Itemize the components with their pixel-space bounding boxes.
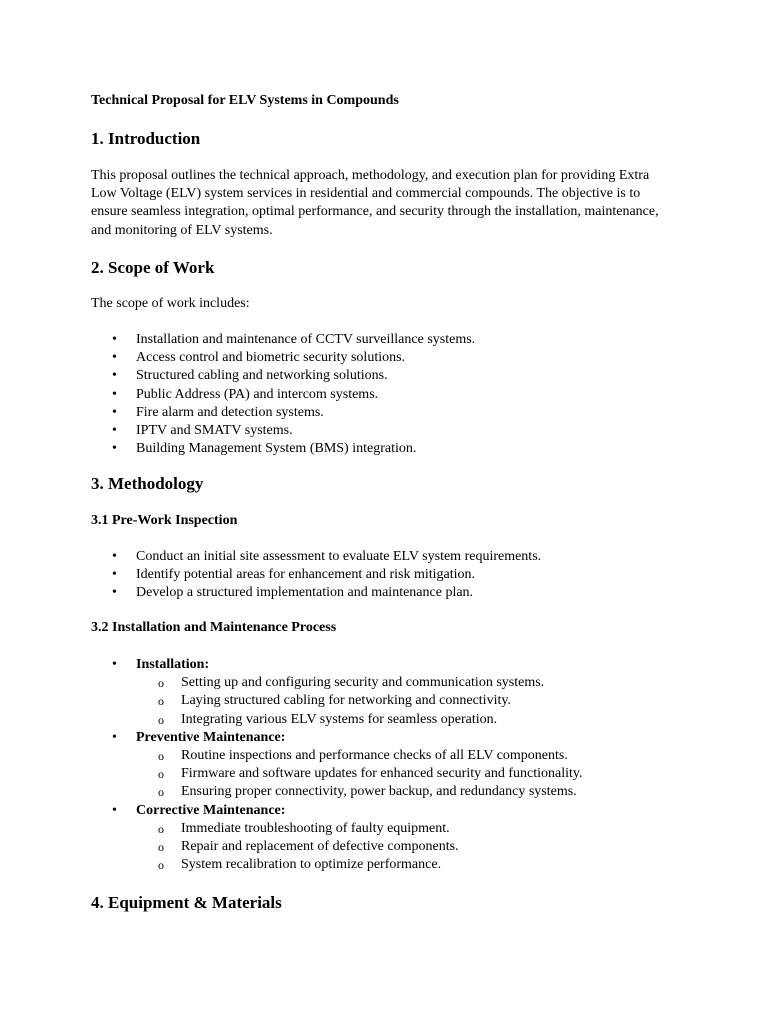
process-group-label: Corrective Maintenance:	[136, 802, 286, 818]
process-list	[91, 656, 582, 874]
section-heading-equipment: 4. Equipment & Materials	[91, 893, 282, 912]
sub-bullet-icon: o	[158, 785, 164, 800]
sub-list-item	[136, 838, 582, 856]
sub-bullet-icon: o	[158, 712, 164, 727]
section-heading-methodology: 3. Methodology	[91, 474, 204, 493]
list-item	[91, 367, 475, 385]
process-group-preventive	[91, 729, 582, 802]
sub-list-item-text: Laying structured cabling for networking and connectivity.	[181, 693, 511, 709]
list-item-text: Conduct an initial site assessment to evaluate ELV system requirements.	[136, 549, 542, 564]
list-item-text: Installation and maintenance of CCTV surveillance systems.	[136, 332, 476, 347]
list-item	[91, 386, 475, 404]
list-item-text: Fire alarm and detection systems.	[136, 404, 324, 420]
scope-lead-text: The scope of work includes:	[91, 296, 250, 311]
sub-list-item	[136, 856, 582, 874]
bullet-icon: •	[112, 404, 117, 420]
sub-list-item	[136, 765, 582, 783]
scope-list	[91, 331, 475, 458]
bullet-icon: •	[112, 729, 117, 745]
list-item-text: IPTV and SMATV systems.	[136, 423, 293, 439]
bullet-icon: •	[112, 549, 117, 564]
sub-list-item	[136, 674, 582, 692]
sub-list-item-text: Setting up and configuring security and communication systems.	[181, 675, 545, 691]
bullet-icon: •	[112, 585, 117, 601]
process-group-label: Installation:	[136, 657, 210, 672]
subsection-heading-pre-work: 3.1 Pre-Work Inspection	[91, 513, 238, 528]
sub-list-item-text: Repair and replacement of defective components.	[181, 839, 459, 855]
list-item	[91, 566, 541, 584]
sub-bullet-icon: o	[158, 694, 164, 709]
bullet-icon: •	[112, 386, 117, 402]
sub-bullet-icon: o	[158, 676, 164, 691]
list-item	[91, 331, 475, 349]
bullet-icon: •	[112, 567, 117, 583]
bullet-icon: •	[112, 802, 117, 818]
sub-list-item-text: Immediate troubleshooting of faulty equipment.	[181, 820, 450, 836]
process-group-label: Preventive Maintenance:	[136, 729, 286, 745]
sub-list-item-text: Integrating various ELV systems for seamless operation.	[181, 711, 498, 727]
list-item-text: Building Management System (BMS) integration.	[136, 441, 417, 457]
introduction-paragraph: This proposal outlines the technical approach, methodology, and execution plan for providing Extra Low Voltage (ELV) system services in residential and commercial compounds. The objective is to ensure seamless integration, optimal performance, and security through the installation, maintenance, and monitoring of ELV systems.	[91, 168, 659, 238]
sub-bullet-icon: o	[158, 840, 164, 855]
list-item	[91, 349, 475, 367]
process-group-corrective	[91, 802, 582, 875]
list-item	[91, 404, 475, 422]
sub-list-item-text: Firmware and software updates for enhanced security and functionality.	[181, 766, 583, 782]
list-item-text: Identify potential areas for enhancement and risk mitigation.	[136, 567, 475, 583]
sub-list	[136, 674, 582, 729]
list-item	[91, 584, 541, 602]
pre-work-list	[91, 548, 541, 603]
document-title: Technical Proposal for ELV Systems in Compounds	[91, 93, 399, 108]
sub-list	[136, 747, 582, 802]
sub-bullet-icon: o	[158, 858, 164, 873]
list-item	[91, 548, 541, 566]
bullet-icon: •	[112, 332, 117, 347]
sub-list-item	[136, 820, 582, 838]
sub-list-item-text: System recalibration to optimize performance.	[181, 857, 442, 873]
sub-list-item	[136, 747, 582, 765]
sub-list-item	[136, 711, 582, 729]
list-item-text: Access control and biometric security solutions.	[136, 350, 406, 366]
section-heading-scope: 2. Scope of Work	[91, 258, 215, 277]
sub-bullet-icon: o	[158, 749, 164, 764]
sub-list-item	[136, 783, 582, 801]
section-heading-introduction: 1. Introduction	[91, 129, 201, 148]
list-item-text: Develop a structured implementation and maintenance plan.	[136, 585, 474, 601]
sub-bullet-icon: o	[158, 821, 164, 836]
list-item	[91, 422, 475, 440]
subsection-heading-process: 3.2 Installation and Maintenance Process	[91, 620, 337, 635]
bullet-icon: •	[112, 423, 117, 439]
bullet-icon: •	[112, 657, 117, 672]
list-item-text: Structured cabling and networking solutions.	[136, 368, 388, 384]
bullet-icon: •	[112, 368, 117, 384]
sub-list-item-text: Ensuring proper connectivity, power backup, and redundancy systems.	[181, 784, 577, 800]
bullet-icon: •	[112, 441, 117, 457]
sub-list-item	[136, 692, 582, 710]
list-item-text: Public Address (PA) and intercom systems.	[136, 386, 379, 402]
sub-list-item-text: Routine inspections and performance checks of all ELV components.	[181, 748, 568, 764]
sub-bullet-icon: o	[158, 767, 164, 782]
process-group-installation	[91, 656, 582, 729]
sub-list	[136, 820, 582, 875]
list-item	[91, 440, 475, 458]
bullet-icon: •	[112, 350, 117, 366]
